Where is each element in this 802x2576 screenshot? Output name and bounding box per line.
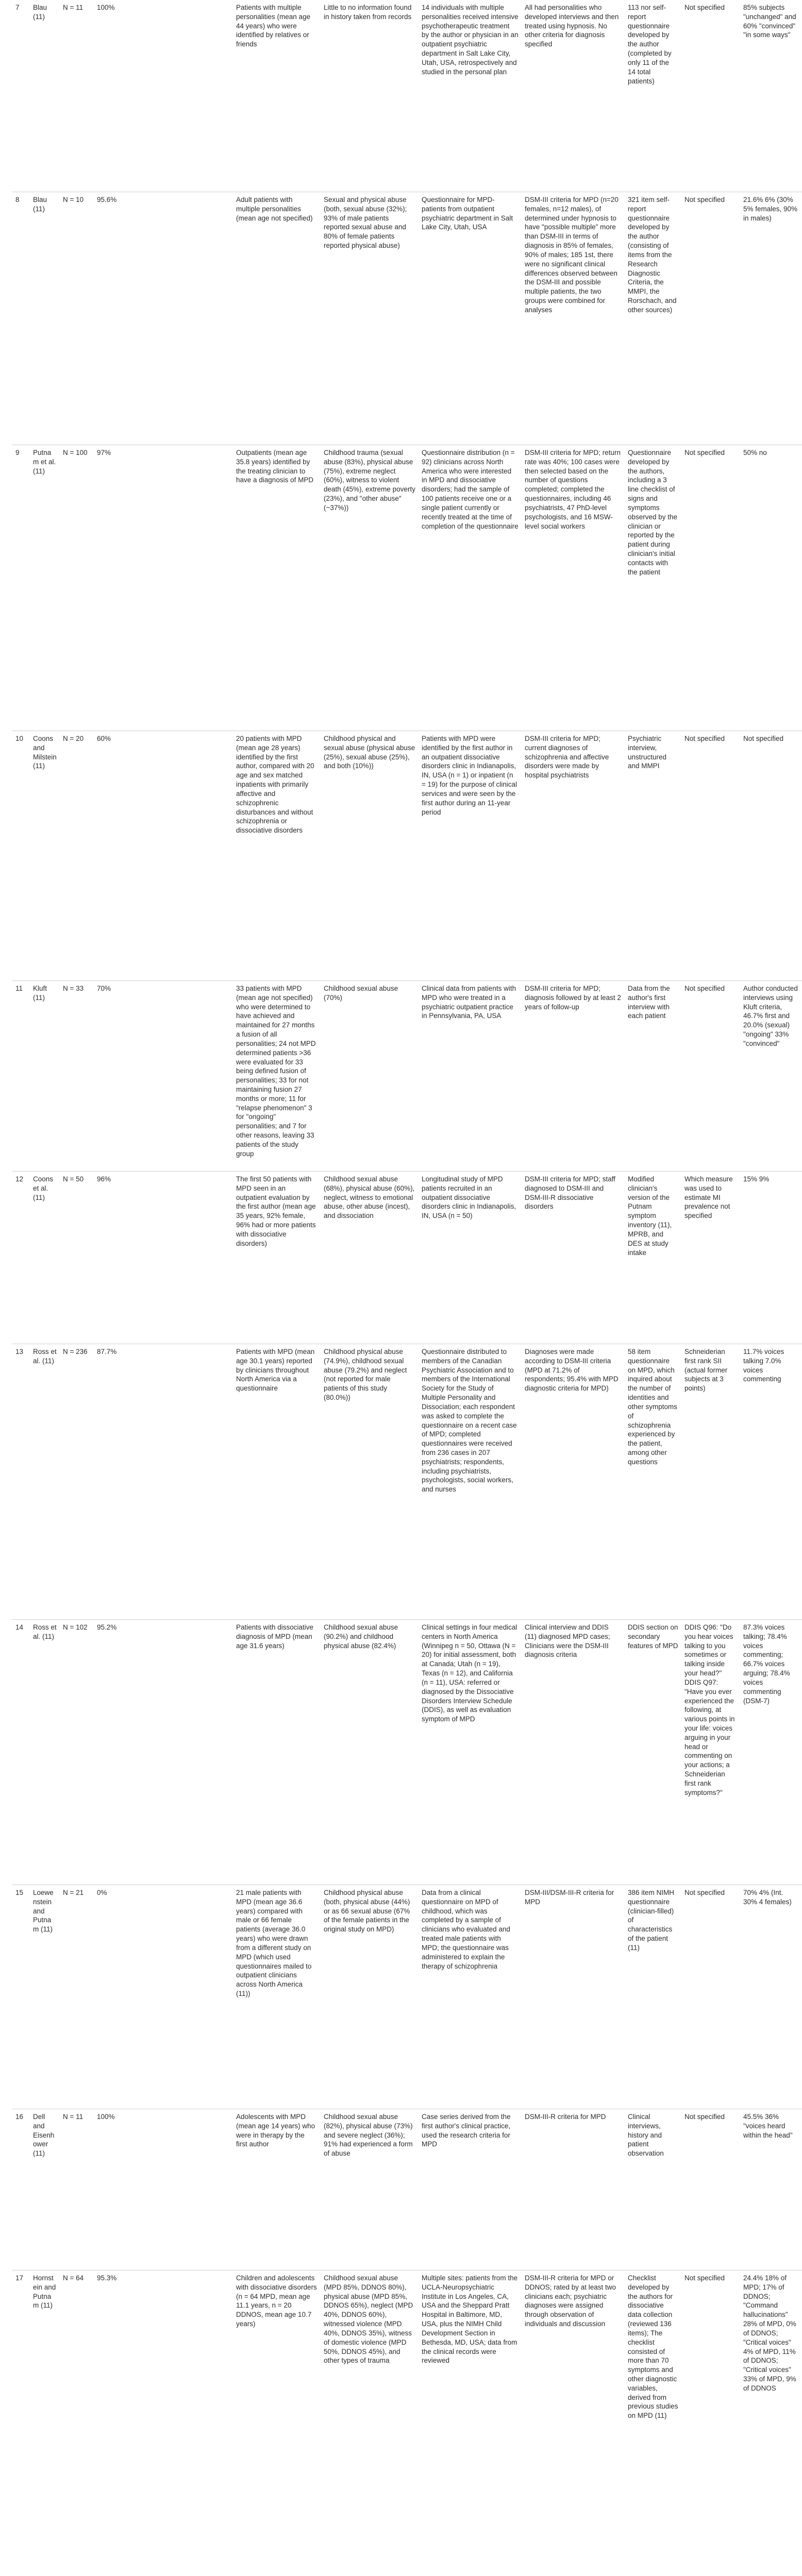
cell-sample-size: N = 50 (60, 1172, 94, 1344)
cell-sample: Patients with MPD (mean age 30.1 years) reported by clinicians throughout North America via a questionnaire (233, 1344, 321, 1620)
cell-ah-definition: Schneiderian first rank SII (actual former subjects at 3 points) (681, 1344, 740, 1620)
cell-setting: 14 individuals with multiple personalities received intensive psychotherapeutic treatment by the author or physician in an outpatient psychiatric department in Salt Lake City, Utah, USA, retrospectively and studied in the personal plan (419, 0, 522, 192)
cell-ah-definition: Which measure was used to estimate MI prevalence not specified (681, 1172, 740, 1344)
cell-trauma-percent: 60% (94, 731, 233, 981)
cell-sample-size: N = 100 (60, 445, 94, 731)
cell-ah-outcome: 21.6% 6% (30% 5% females, 90% in males) (740, 192, 802, 445)
cell-trauma-percent: 0% (94, 1885, 233, 2109)
cell-ah-definition: Not specified (681, 2109, 740, 2270)
cell-trauma-type: Childhood sexual abuse (68%), physical abuse (60%), neglect, witness to emotional abuse, other abuse (incest), and dissociation (321, 1172, 419, 1344)
cell-ah-definition: Not specified (681, 2270, 740, 2576)
cell-measure: Psychiatric interview, unstructured and MMPI (625, 731, 681, 981)
cell-sample: Adult patients with multiple personalities (mean age not specified) (233, 192, 321, 445)
cell-trauma-percent: 96% (94, 1172, 233, 1344)
cell-sample: Patients with multiple personalities (mean age 44 years) who were identified by relatives or friends (233, 0, 321, 192)
cell-setting: Case series derived from the first author's clinical practice, used the research criteria for MPD (419, 2109, 522, 2270)
cell-sample: Adolescents with MPD (mean age 14 years) who were in therapy by the first author (233, 2109, 321, 2270)
cell-ah-definition: Not specified (681, 192, 740, 445)
table-row (12, 1620, 802, 1885)
cell-sample: 21 male patients with MPD (mean age 36.6 years) compared with male or 66 female patients (average 36.0 years) who were drawn from a different study on MPD (which used questionnaires mailed to outpatient clinicians across North America (11)) (233, 1885, 321, 2109)
cell-trauma-type: Childhood physical abuse (74.9%), childhood sexual abuse (79.2%) and neglect (not reported for male patients of this study (80.0%)) (321, 1344, 419, 1620)
cell-trauma-type: Sexual and physical abuse (both, sexual abuse (32%); 93% of male patients reported sexual abuse and 80% of female patients reported physical abuse) (321, 192, 419, 445)
cell-diagnosis: Clinical interview and DDIS (11) diagnosed MPD cases; Clinicians were the DSM-III diagnosis criteria (522, 1620, 625, 1885)
cell-ah-definition: DDIS Q96: "Do you hear voices talking to you sometimes or talking inside your head?" DDIS Q97: "Have you ever experienced the following, at various points in your life: voices arguing in your head or commenting on your actions; a Schneiderian first rank symptoms?" (681, 1620, 740, 1885)
cell-measure: Clinical interviews, history and patient observation (625, 2109, 681, 2270)
cell-ah-definition: Not specified (681, 981, 740, 1172)
cell-study-number: 8 (12, 192, 30, 445)
study-table-page (12, 0, 798, 2576)
cell-diagnosis: DSM-III criteria for MPD; return rate was 40%; 100 cases were then selected based on the number of questions completed; completed the questionnaires, including 46 psychiatrists, 47 PhD-level psychologists, and 16 MSW-level social workers (522, 445, 625, 731)
cell-ah-outcome: 45.5% 36% "voices heard within the head" (740, 2109, 802, 2270)
cell-sample-size: N = 64 (60, 2270, 94, 2576)
cell-reference: Ross et al. (11) (30, 1620, 60, 1885)
table-row (12, 1172, 802, 1344)
cell-trauma-percent: 70% (94, 981, 233, 1172)
cell-trauma-type: Childhood physical abuse (both, physical abuse (44%) or as 66 sexual abuse (67% of the female patients in the original study on MPD) (321, 1885, 419, 2109)
cell-sample-size: N = 20 (60, 731, 94, 981)
table-row (12, 1344, 802, 1620)
cell-sample: 20 patients with MPD (mean age 28 years) identified by the first author, compared with 20 age and sex matched inpatients with primarily affective and schizophrenic disturbances and without schizophrenia or dissociative disorders (233, 731, 321, 981)
cell-measure: 58 item questionnaire on MPD, which inquired about the number of identities and other symptoms of schizophrenia experienced by the patient, among other questions (625, 1344, 681, 1620)
cell-trauma-percent: 100% (94, 2109, 233, 2270)
cell-diagnosis: DSM-III/DSM-III-R criteria for MPD (522, 1885, 625, 2109)
cell-reference: Coons and Milstein (11) (30, 731, 60, 981)
cell-setting: Questionnaire for MPD-patients from outpatient psychiatric department in Salt Lake City, Utah, USA (419, 192, 522, 445)
cell-trauma-type: Childhood sexual abuse (90.2%) and childhood physical abuse (82.4%) (321, 1620, 419, 1885)
cell-study-number: 10 (12, 731, 30, 981)
cell-trauma-type: Childhood sexual abuse (70%) (321, 981, 419, 1172)
cell-measure: Data from the author's first interview with each patient (625, 981, 681, 1172)
cell-diagnosis: All had personalities who developed interviews and then treated using hypnosis. No other criteria for diagnosis specified (522, 0, 625, 192)
cell-trauma-percent: 95.3% (94, 2270, 233, 2576)
study-table-body (12, 0, 802, 2576)
cell-diagnosis: DSM-III criteria for MPD; staff diagnosed to DSM-III and DSM-III-R dissociative disorders (522, 1172, 625, 1344)
cell-sample: 33 patients with MPD (mean age not specified) who were determined to have achieved and maintained for 27 months a fusion of all personalities; 24 not MPD determined patients >36 were evaluated for 33 being defined fusion of personalities; 33 for not maintaining fusion 27 months or more; 11 for "relapse phenomenon" 3 for "ongoing" personalities; and 7 for other reasons, leaving 33 patients of the study group (233, 981, 321, 1172)
cell-setting: Clinical data from patients with MPD who were treated in a psychiatric outpatient practice in Pennsylvania, PA, USA (419, 981, 522, 1172)
cell-trauma-type: Childhood trauma (sexual abuse (83%), physical abuse (75%), extreme neglect (60%), witness to violent death (45%), extreme poverty (23%), and "other abuse" (~37%)) (321, 445, 419, 731)
cell-reference: Loewenstein and Putnam (11) (30, 1885, 60, 2109)
cell-sample-size: N = 33 (60, 981, 94, 1172)
cell-sample-size: N = 102 (60, 1620, 94, 1885)
cell-sample: Children and adolescents with dissociative disorders (n = 64 MPD, mean age 11.1 years, n = 20 DDNOS, mean age 10.7 years) (233, 2270, 321, 2576)
cell-diagnosis: DSM-III-R criteria for MPD or DDNOS; rated by at least two clinicians each; psychiatric diagnoses were assigned through observation of individuals and discussion (522, 2270, 625, 2576)
cell-study-number: 16 (12, 2109, 30, 2270)
cell-measure: 321 item self-report questionnaire developed by the author (consisting of items from the Research Diagnostic Criteria, the MMPI, the Rorschach, and other sources) (625, 192, 681, 445)
cell-setting: Longitudinal study of MPD patients recruited in an outpatient dissociative disorders clinic in Indianapolis, IN, USA (n = 50) (419, 1172, 522, 1344)
table-row (12, 2109, 802, 2270)
cell-ah-outcome: 85% subjects "unchanged" and 60% "convinced" "in some ways" (740, 0, 802, 192)
cell-measure: Checklist developed by the authors for dissociative data collection (reviewed 136 items); The checklist consisted of more than 70 symptoms and other diagnostic variables, derived from previous studies on MPD (11) (625, 2270, 681, 2576)
cell-study-number: 11 (12, 981, 30, 1172)
cell-trauma-type: Little to no information found in history taken from records (321, 0, 419, 192)
cell-measure: DDIS section on secondary features of MPD (625, 1620, 681, 1885)
cell-sample-size: N = 236 (60, 1344, 94, 1620)
table-row (12, 731, 802, 981)
cell-trauma-type: Childhood sexual abuse (82%), physical abuse (73%) and severe neglect (36%); 91% had experienced a form of abuse (321, 2109, 419, 2270)
cell-sample: The first 50 patients with MPD seen in an outpatient evaluation by the first author (mean age 35 years, 92% female, 96% had or more patients with dissociative disorders) (233, 1172, 321, 1344)
cell-trauma-percent: 87.7% (94, 1344, 233, 1620)
cell-diagnosis: DSM-III criteria for MPD (n=20 females, n=12 males), of determined under hypnosis to have "possible multiple" more than DSM-III in terms of diagnosis in 85% of females, 90% of males; 185 1st, there were no significant clinical differences observed between the DSM-III and possible multiple patients, the two groups were combined for analyses (522, 192, 625, 445)
table-row (12, 445, 802, 731)
cell-diagnosis: DSM-III-R criteria for MPD (522, 2109, 625, 2270)
cell-reference: Ross et al. (11) (30, 1344, 60, 1620)
cell-setting: Multiple sites: patients from the UCLA-Neuropsychiatric Institute in Los Angeles, CA, USA and the Sheppard Pratt Hospital in Baltimore, MD, USA, plus the NIMH Child Development Section in Bethesda, MD, USA; data from the clinical records were reviewed (419, 2270, 522, 2576)
cell-reference: Kluft (11) (30, 981, 60, 1172)
cell-ah-definition: Not specified (681, 1885, 740, 2109)
cell-ah-outcome: 87.3% voices talking; 78.4% voices commenting; 66.7% voices arguing; 78.4% voices commenting (DSM-7) (740, 1620, 802, 1885)
cell-trauma-percent: 95.2% (94, 1620, 233, 1885)
cell-setting: Clinical settings in four medical centers in North America (Winnipeg n = 50, Ottawa (N = 20) for initial assessment, both at Canada; Utah (n = 19), Texas (n = 12), and California (n = 11), USA: referred or diagnosed by the Dissociative Disorders Interview Schedule (DDIS), as well as evaluation symptom of MPD (419, 1620, 522, 1885)
cell-study-number: 9 (12, 445, 30, 731)
cell-trauma-type: Childhood sexual abuse (MPD 85%, DDNOS 80%), physical abuse (MPD 85%, DDNOS 65%), neglect (MPD 40%, DDNOS 60%), witnessed violence (MPD 40%, DDNOS 35%), witness of domestic violence (MPD 50%, DDNOS 45%), and other types of trauma (321, 2270, 419, 2576)
cell-trauma-percent: 100% (94, 0, 233, 192)
cell-study-number: 13 (12, 1344, 30, 1620)
cell-study-number: 14 (12, 1620, 30, 1885)
cell-ah-definition: Not specified (681, 731, 740, 981)
cell-ah-outcome: 24.4% 18% of MPD; 17% of DDNOS; "Command hallucinations" 28% of MPD, 0% of DDNOS; "Critical voices" 4% of MPD, 11% of DDNOS; "Critical voices" 33% of MPD, 9% of DDNOS (740, 2270, 802, 2576)
cell-trauma-percent: 95.6% (94, 192, 233, 445)
cell-study-number: 15 (12, 1885, 30, 2109)
cell-study-number: 7 (12, 0, 30, 192)
cell-reference: Hornstein and Putnam (11) (30, 2270, 60, 2576)
cell-sample-size: N = 11 (60, 2109, 94, 2270)
cell-measure: Modified clinician's version of the Putnam symptom inventory (11), MPRB, and DES at study intake (625, 1172, 681, 1344)
cell-reference: Blau (11) (30, 192, 60, 445)
cell-reference: Putnam et al. (11) (30, 445, 60, 731)
table-row (12, 1885, 802, 2109)
cell-study-number: 17 (12, 2270, 30, 2576)
cell-reference: Blau (11) (30, 0, 60, 192)
cell-ah-outcome: Author conducted interviews using Kluft criteria, 46.7% first and 20.0% (sexual) "ongoing" 33% "convinced" (740, 981, 802, 1172)
cell-setting: Questionnaire distribution (n = 92) clinicians across North America who were interested in MPD and dissociative disorders; had the sample of 100 patients receive one or a single patient currently or recently treated at the time of completion of the questionnaire (419, 445, 522, 731)
cell-trauma-type: Childhood physical and sexual abuse (physical abuse (25%), sexual abuse (25%), and both (10%)) (321, 731, 419, 981)
table-row (12, 0, 802, 192)
cell-ah-outcome: 70% 4% (Int. 30% 4 females) (740, 1885, 802, 2109)
cell-reference: Coons et al. (11) (30, 1172, 60, 1344)
cell-reference: Dell and Eisenhower (11) (30, 2109, 60, 2270)
cell-measure: 386 item NIMH questionnaire (clinician-filled) of characteristics of the patient (11) (625, 1885, 681, 2109)
cell-diagnosis: DSM-III criteria for MPD; diagnosis followed by at least 2 years of follow-up (522, 981, 625, 1172)
cell-measure: 113 nor self-report questionnaire developed by the author (completed by only 11 of the 14 total patients) (625, 0, 681, 192)
cell-ah-outcome: 50% no (740, 445, 802, 731)
cell-setting: Data from a clinical questionnaire on MPD of childhood, which was completed by a sample of clinicians who evaluated and treated male patients with MPD; the questionnaire was administered to explain the therapy of schizophrenia (419, 1885, 522, 2109)
cell-sample: Outpatients (mean age 35.8 years) identified by the treating clinician to have a diagnosis of MPD (233, 445, 321, 731)
cell-trauma-percent: 97% (94, 445, 233, 731)
cell-ah-definition: Not specified (681, 0, 740, 192)
cell-ah-outcome: 15% 9% (740, 1172, 802, 1344)
cell-study-number: 12 (12, 1172, 30, 1344)
cell-setting: Patients with MPD were identified by the first author in an outpatient dissociative disorders clinic in Indianapolis, IN, USA (n = 1) or inpatient (n = 19) for the purpose of clinical services and were seen by the first author during an 11-year period (419, 731, 522, 981)
table-row (12, 981, 802, 1172)
study-table (12, 0, 802, 2576)
cell-ah-outcome: Not specified (740, 731, 802, 981)
cell-sample: Patients with dissociative diagnosis of MPD (mean age 31.6 years) (233, 1620, 321, 1885)
cell-diagnosis: DSM-III criteria for MPD; current diagnoses of schizophrenia and affective disorders were made by hospital psychiatrists (522, 731, 625, 981)
cell-diagnosis: Diagnoses were made according to DSM-III criteria (MPD at 71.2% of respondents; 95.4% with MPD diagnostic criteria for MPD) (522, 1344, 625, 1620)
cell-setting: Questionnaire distributed to members of the Canadian Psychiatric Association and to members of the International Society for the Study of Multiple Personality and Dissociation; each respondent was asked to complete the questionnaire on a recent case of MPD; completed questionnaires were received from 236 cases in 207 psychiatrists; respondents, including psychiatrists, psychologists, social workers, and nurses (419, 1344, 522, 1620)
cell-sample-size: N = 10 (60, 192, 94, 445)
cell-ah-outcome: 11.7% voices talking 7.0% voices commenting (740, 1344, 802, 1620)
cell-measure: Questionnaire developed by the authors, including a 3 line checklist of signs and symptoms observed by the clinician or reported by the patient during clinician's initial contacts with the patient (625, 445, 681, 731)
cell-ah-definition: Not specified (681, 445, 740, 731)
table-row (12, 192, 802, 445)
cell-sample-size: N = 11 (60, 0, 94, 192)
table-row (12, 2270, 802, 2576)
cell-sample-size: N = 21 (60, 1885, 94, 2109)
